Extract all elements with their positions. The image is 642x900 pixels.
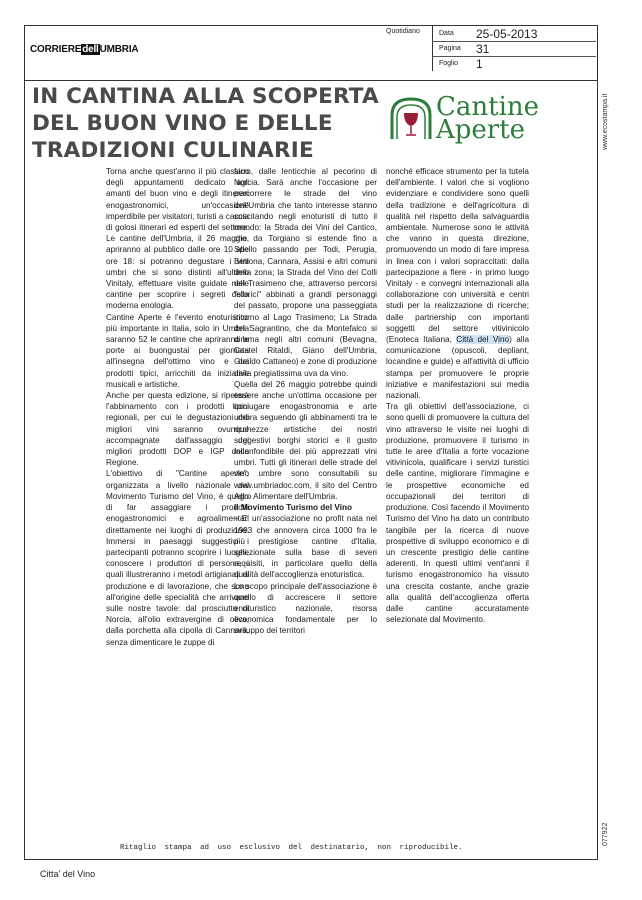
logo-box: dell [82, 44, 99, 55]
section-heading: Il Movimento Turismo del Vino [234, 503, 352, 513]
article-column-3 [386, 166, 529, 625]
source-label: Citta' del Vino [40, 869, 96, 879]
article-column-1: Torna anche quest'anno il più classico degli appuntamenti dedicato agli amanti del buon vino e degli itinerari enogastronomici, un'occasione imperdibile per visitatori, turisti a caccia di golosi itinerari ed esperti del settore. Le cantine dell'Umbria, il 26 maggio, apriranno al pubblico dalle ore 10 alle ore 18: si potranno degustare i vini umbri che si sono distinti all'ultimo Vinitaly, effettuare visite guidate nelle cantine per scoprire i segreti della moderna enologia. Cantine Aperte è l'evento enoturistico più importante in Italia, solo in Umbria saranno 52 le cantine che apriranno le porte ai buongustai per giornata all'insegna dell'ottimo vino e dei prodotti tipici, arricchiti da iniziative musicali e artistiche. Anche per questa edizione, si ripeterà l'abbinamento con i prodotti tipici regionali, per cui le degustazioni dei migliori vini saranno ovunque accompagnate dall'assaggio dei migliori prodotti DOP e IGP della Regione. L'obiettivo di "Cantine aperte", organizzata a livello nazionale dal Movimento Turismo del Vino, è quello di far assaggiare i prodotti enogastronomici e agroalimentari direttamente nei luoghi di produzione. Immersi in paesaggi suggestivi i partecipanti potranno scoprire i luoghi, conoscere i produttori di persona, i quali illustreranno i metodi artigianali di produzione e di lavorazione, che sono all'origine delle specialità che arrivano sulle nostre tavole: dal prosciutto di Norcia, all'olio extravergine di oliva, dalla porchetta alla cipolla di Cannara, senza dimenticare le zuppe di [106, 167, 249, 647]
meta-separator [432, 25, 433, 71]
wine-glass-archway-icon [386, 93, 436, 143]
meta-sheet-value: 1 [476, 57, 483, 71]
meta-divider [432, 41, 596, 42]
logo-suffix: UMBRIA [99, 44, 139, 55]
highlighted-citta-del-vino: Città del Vino [456, 335, 510, 345]
code-vertical: 077922 [602, 822, 609, 846]
column-2-text-continued: – E' un'associazione no profit nata nel 1993 che annovera circa 1000 fra le più prestigiose cantine d'Italia, selezionate sulla base di severi requisiti, in particolare quello della qualità dell'accoglienza enoturistica. Lo scopo principale dell'associazione è quello di accrescere il settore enoturistico nazionale, risorsa economica fondamentale per lo sviluppo dei territori [234, 514, 377, 636]
meta-sheet-label: Foglio [439, 60, 459, 67]
logo-line-2: Aperte [436, 115, 526, 145]
clipping-notice: Ritaglio stampa ad uso esclusivo del destinatario, non riproducibile. [120, 844, 463, 852]
publication-logo [30, 44, 138, 55]
cantine-aperte-logo-text [436, 92, 540, 145]
meta-page-value: 31 [476, 42, 490, 56]
article-column-2 [234, 166, 377, 637]
meta-date-value: 25-05-2013 [476, 27, 538, 41]
website-vertical: www.ecostampa.it [602, 93, 609, 150]
logo-prefix: CORRIERE [30, 44, 82, 55]
publication-type: Quotidiano [386, 28, 420, 35]
column-3-text: nonché efficace strumento per la tutela dell'ambiente. I valori che si vogliono evidenziare e condividere sono quelli della tradizione e dell'agricoltura di qualità nel rispetto della salvaguardia ambientale. Numerose sono le attività che vanno in questa direzione, promuovendo un modo di fare impresa in linea con i valori sopraccitati: dalla partecipazione a fiere - in primo luogo Vinitaly - e convegni internazionali alla collaborazione con università e centri studi per la realizzazione di ricerche; dalle partnership con importanti soggetti del settore vitivinicolo (Enoteca Italiana, [386, 167, 529, 345]
column-3-text-continued: ) alla comunicazione (opuscoli, depliant, locandine e guide) e all'attività di ufficio stampa per promuovere le proprie iniziative e manifestazioni sui media nazionali. Tra gli obiettivi dell'associazione, ci sono quelli di promuovere la cultura del vino attraverso le visite nei luoghi di produzione, promuovere il turismo in tutte le aree d'Italia a forte vocazione vitivinicola, qualificare i servizi turistici delle cantine, migliorare l'immagine e le prospettive economiche ed occupazionali dei territori di produzione. Così facendo il Movimento Turismo del Vino ha dato un contributo tangibile per la ricerca di nuove prospettive di sviluppo economico e di un crescente prestigio delle cantine aderenti. In questi ultimi vent'anni il turismo enogastronomico ha vissuto una crescita costante, anche grazie alla qualità dell'accoglienza offerta dalle cantine accuratamente selezionate dal Movimento. [386, 335, 529, 625]
logo-line-1: Cantine [436, 92, 540, 122]
meta-date-label: Data [439, 30, 454, 37]
meta-page-label: Pagina [439, 45, 461, 52]
column-2-text: farro, dalle lenticchie al pecorino di Norcia. Sarà anche l'occasione per percorrere le strade del vino dell'Umbria che tanto interesse stanno suscitando negli enoturisti di tutto il mondo: la Strada dei Vini del Cantico, che da Torgiano si estende fino a Spello passando per Todi, Perugia, Bettona, Cannara, Assisi e altri comuni della zona; la Strada del Vino dei Colli del Trasimeno che, attraverso percorsi "storici" abbinati a grandi personaggi del passato, propone una passeggiata intorno al Lago Trasimeno; La Strada del Sagrantino, che da Montefalco si dirama negli altri comuni (Bevagna, Castel Ritaldi, Giano dell'Umbria, Gualdo Cattaneo) e zone di produzione della pregiatissima uva da vino. Quella del 26 maggio potrebbe quindi essere anche un'ottima occasione per coniugare enogastronomia e arte umbra seguendo gli abbinamenti tra le ricchezze artistiche dei nostri suggestivi borghi storici e il gusto inconfondibile dei più apprezzati vini umbri. Tutti gli itinerari delle strade del vino umbre sono consultabili su www.umbriadoc.com, il sito del Centro Agro Alimentare dell'Umbria. [234, 167, 377, 501]
meta-divider [432, 56, 596, 57]
article-headline: IN CANTINA ALLA SCOPERTA DEL BUON VINO E DELLE TRADIZIONI CULINARIE [32, 84, 379, 163]
